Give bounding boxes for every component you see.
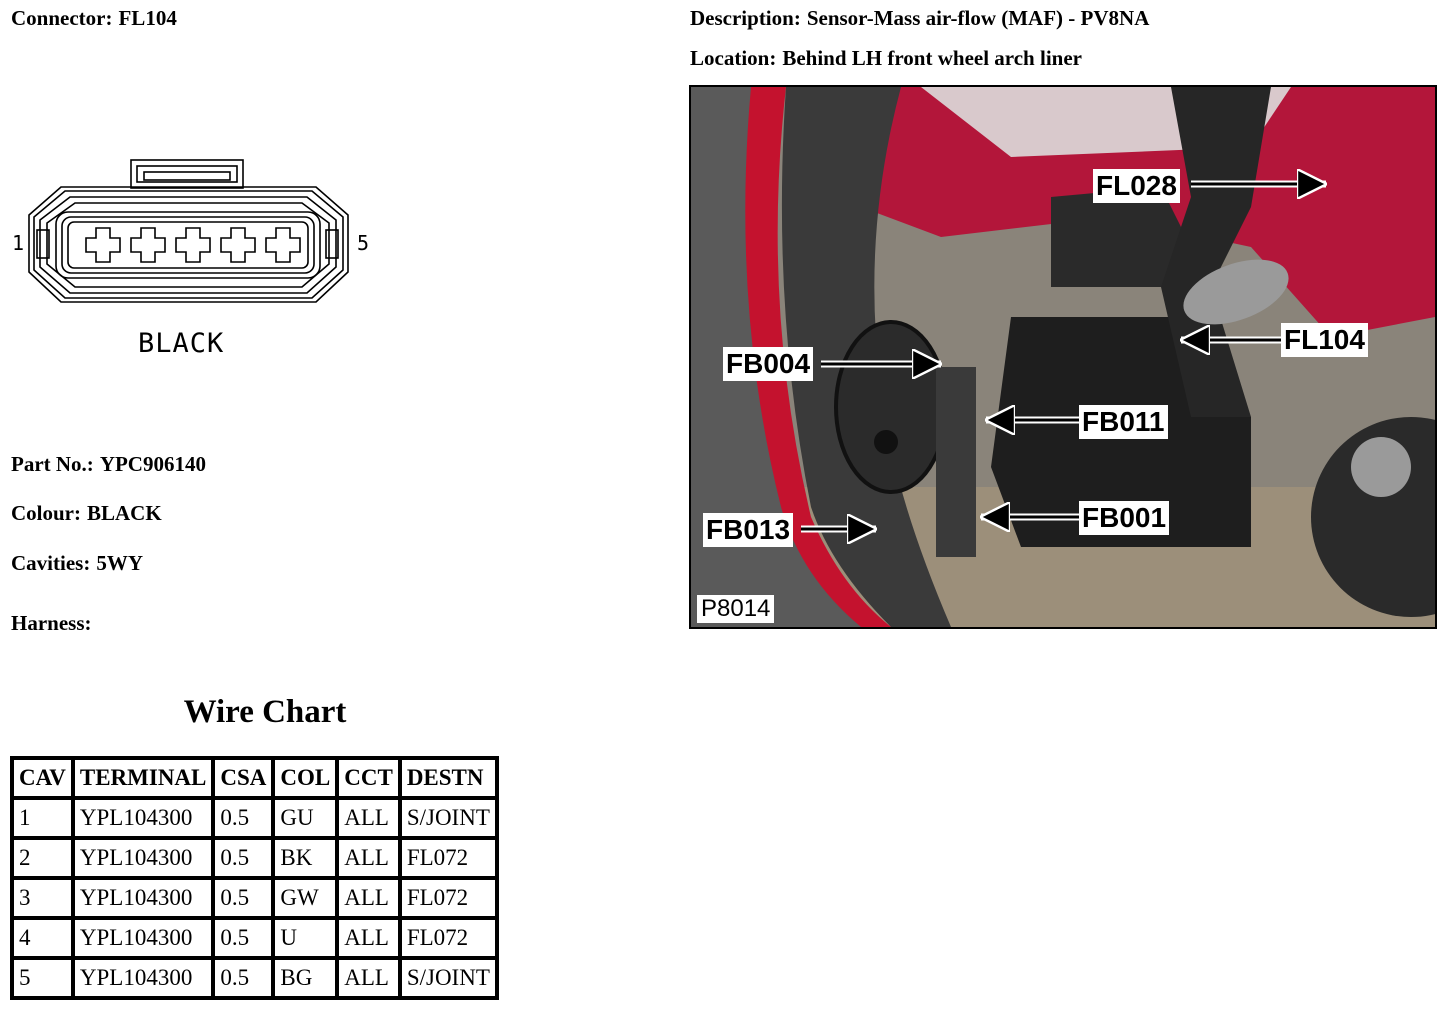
- colour-value: BLACK: [87, 501, 162, 525]
- part-no-field: [11, 452, 206, 477]
- cell-destn: S/JOINT: [402, 960, 495, 996]
- callout-fb011: FB011: [1079, 405, 1168, 439]
- cell-col: GW: [275, 880, 335, 916]
- table-row: [14, 960, 495, 996]
- cell-cav: 5: [14, 960, 71, 996]
- part-no-value: YPC906140: [99, 452, 206, 476]
- wire-chart-header-row: [14, 760, 495, 796]
- cell-col: BK: [275, 840, 335, 876]
- cell-destn: FL072: [402, 840, 495, 876]
- cell-destn: S/JOINT: [402, 800, 495, 836]
- connector-face-diagram: [6, 150, 366, 310]
- callout-fl028: FL028: [1093, 169, 1180, 203]
- cell-csa: 0.5: [215, 840, 271, 876]
- connector-value: FL104: [118, 6, 177, 30]
- cell-cav: 2: [14, 840, 71, 876]
- cell-cct: ALL: [339, 920, 398, 956]
- description-field: [690, 6, 1149, 31]
- photo-reference-label: P8014: [697, 595, 774, 623]
- col-header-col: COL: [275, 760, 335, 796]
- cell-csa: 0.5: [215, 800, 271, 836]
- cell-cct: ALL: [339, 800, 398, 836]
- col-header-terminal: TERMINAL: [75, 760, 212, 796]
- cell-terminal: YPL104300: [75, 920, 212, 956]
- col-header-cct: CCT: [339, 760, 398, 796]
- callout-fb004: FB004: [723, 347, 813, 381]
- cell-terminal: YPL104300: [75, 960, 212, 996]
- col-header-csa: CSA: [215, 760, 271, 796]
- pin-5-label: 5: [357, 231, 370, 255]
- description-value: Sensor-Mass air-flow (MAF) - PV8NA: [806, 6, 1150, 30]
- cell-destn: FL072: [402, 920, 495, 956]
- pin-1-label: 1: [12, 231, 25, 255]
- callout-fb001: FB001: [1079, 501, 1169, 535]
- cavities-value: 5WY: [96, 551, 143, 575]
- colour-field: [11, 501, 162, 526]
- colour-label: Colour:: [11, 501, 81, 525]
- cell-col: U: [275, 920, 335, 956]
- wire-chart-table: [10, 756, 499, 1000]
- cell-cav: 4: [14, 920, 71, 956]
- cell-csa: 0.5: [215, 920, 271, 956]
- cell-csa: 0.5: [215, 960, 271, 996]
- cell-col: BG: [275, 960, 335, 996]
- cell-terminal: YPL104300: [75, 800, 212, 836]
- cell-terminal: YPL104300: [75, 880, 212, 916]
- harness-label: Harness:: [11, 611, 92, 635]
- connector-label: Connector:: [11, 6, 113, 30]
- cell-cct: ALL: [339, 840, 398, 876]
- callout-fb013: FB013: [703, 513, 793, 547]
- col-header-destn: DESTN: [402, 760, 495, 796]
- description-label: Description:: [690, 6, 801, 30]
- table-row: [14, 880, 495, 916]
- cell-terminal: YPL104300: [75, 840, 212, 876]
- wire-chart-title: Wire Chart: [183, 694, 347, 730]
- location-value: Behind LH front wheel arch liner: [782, 46, 1082, 70]
- cell-csa: 0.5: [215, 880, 271, 916]
- connector-field: [11, 6, 177, 31]
- cell-cct: ALL: [339, 880, 398, 916]
- col-header-cav: CAV: [14, 760, 71, 796]
- table-row: [14, 800, 495, 836]
- cell-col: GU: [275, 800, 335, 836]
- table-row: [14, 920, 495, 956]
- cavities-field: [11, 551, 143, 576]
- pin-cavities: [86, 228, 300, 262]
- location-label: Location:: [690, 46, 777, 70]
- part-no-label: Part No.:: [11, 452, 94, 476]
- cell-destn: FL072: [402, 880, 495, 916]
- diagram-color-label: BLACK: [138, 328, 225, 359]
- location-photo: [689, 85, 1437, 629]
- cavities-label: Cavities:: [11, 551, 91, 575]
- table-row: [14, 840, 495, 876]
- cell-cct: ALL: [339, 960, 398, 996]
- cell-cav: 1: [14, 800, 71, 836]
- location-field: [690, 46, 1082, 71]
- cell-cav: 3: [14, 880, 71, 916]
- harness-field: [11, 611, 98, 636]
- callout-fl104: FL104: [1281, 323, 1368, 357]
